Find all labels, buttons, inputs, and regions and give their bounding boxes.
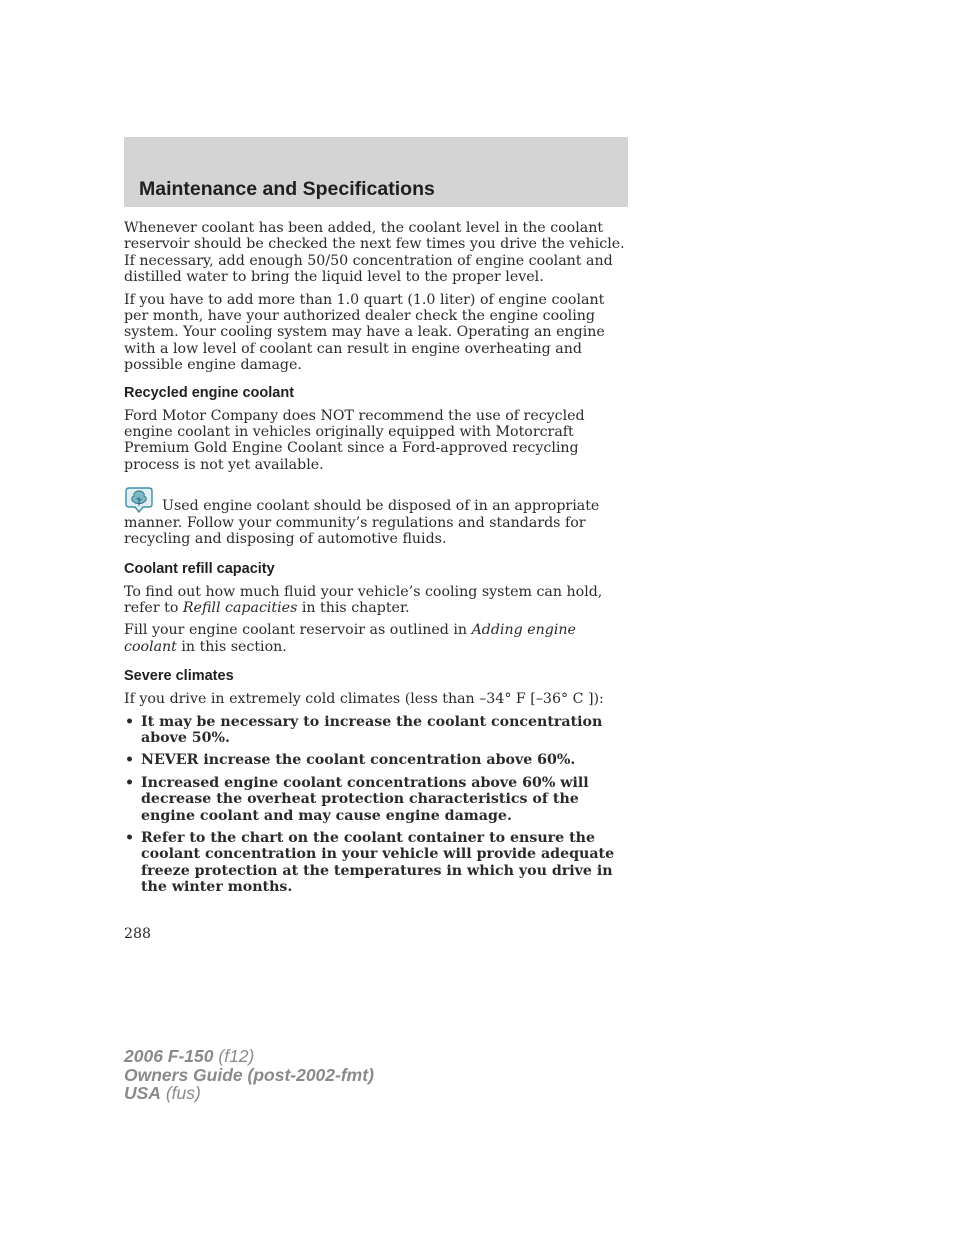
severe-climates-heading: Severe climates <box>124 668 234 685</box>
list-item-text: Increased engine coolant concentrations above 60% will decrease the overheat protection characteristics of the engine coolant and may cause engine damage. <box>141 774 589 824</box>
bullet-icon: • <box>125 713 135 730</box>
list-item <box>124 752 628 768</box>
fill-reservoir-paragraph <box>124 622 628 655</box>
refill-capacity-text: To find out how much fluid your vehicle’s cooling system can hold, refer to <box>124 583 603 616</box>
bullet-icon: • <box>125 752 135 769</box>
list-item <box>124 714 628 747</box>
document-footer <box>124 1047 374 1103</box>
footer-model-line <box>124 1047 374 1066</box>
environment-note-text: Used engine coolant should be disposed of in an appropriate manner. Follow your community’s regulations and standards for recycling and disposing of automotive fluids. <box>124 498 600 548</box>
list-item <box>124 775 628 824</box>
coolant-check-paragraph: Whenever coolant has been added, the coolant level in the coolant reservoir should be checked the next few times you drive the vehicle. If necessary, add enough 50/50 concentration of engine coolant and distilled water to bring the liquid level to the proper level. <box>124 220 625 286</box>
list-item-text: It may be necessary to increase the coolant concentration above 50%. <box>141 713 603 746</box>
bullet-icon: • <box>125 774 135 791</box>
refill-capacity-heading: Coolant refill capacity <box>124 560 275 577</box>
refill-capacities-reference: Refill capacities <box>182 599 298 616</box>
fill-reservoir-text: Fill your engine coolant reservoir as outlined in <box>124 622 472 639</box>
footer-region-code: (fus) <box>160 1083 201 1104</box>
list-item-text: NEVER increase the coolant concentration above 60%. <box>141 752 576 769</box>
footer-model-code: (f12) <box>213 1046 255 1066</box>
footer-region: USA <box>124 1083 161 1104</box>
refill-capacity-text-end: in this chapter. <box>297 599 410 616</box>
list-item <box>124 830 628 896</box>
recycled-coolant-paragraph: Ford Motor Company does NOT recommend the use of recycled engine coolant in vehicles originally equipped with Motorcraft Premium Gold Engine Coolant since a Ford-approved recycling process is not yet available. <box>124 407 585 473</box>
page-number: 288 <box>124 926 152 942</box>
environment-note <box>124 486 628 547</box>
footer-model: 2006 F-150 <box>124 1046 214 1066</box>
page-content <box>124 220 628 902</box>
tree-environment-icon <box>124 486 154 514</box>
severe-climates-list <box>124 714 628 896</box>
severe-climates-intro: If you drive in extremely cold climates (less than –34° F [–36° C ]): <box>124 691 604 708</box>
footer-guide: Owners Guide (post-2002-fmt) <box>124 1064 374 1085</box>
adding-coolant-reference: Adding engine coolant <box>124 622 576 655</box>
footer-guide-line <box>124 1066 374 1085</box>
section-header-band <box>124 137 628 207</box>
refill-capacity-paragraph <box>124 584 628 617</box>
section-title: Maintenance and Specifications <box>139 178 435 200</box>
bullet-icon: • <box>125 829 135 846</box>
list-item-text: Refer to the chart on the coolant container to ensure the coolant concentration in your vehicle will provide adequate freeze protection at the temperatures in which you drive in the winter months. <box>141 829 615 896</box>
recycled-coolant-heading: Recycled engine coolant <box>124 384 295 401</box>
coolant-leak-paragraph: If you have to add more than 1.0 quart (1.0 liter) of engine coolant per month, have your authorized dealer check the engine cooling system. Your cooling system may have a leak. Operating an engine with a low level of coolant can result in engine overheating and possible engine damage. <box>124 291 605 374</box>
footer-region-line <box>124 1084 374 1103</box>
fill-reservoir-text-end: in this section. <box>176 638 287 655</box>
